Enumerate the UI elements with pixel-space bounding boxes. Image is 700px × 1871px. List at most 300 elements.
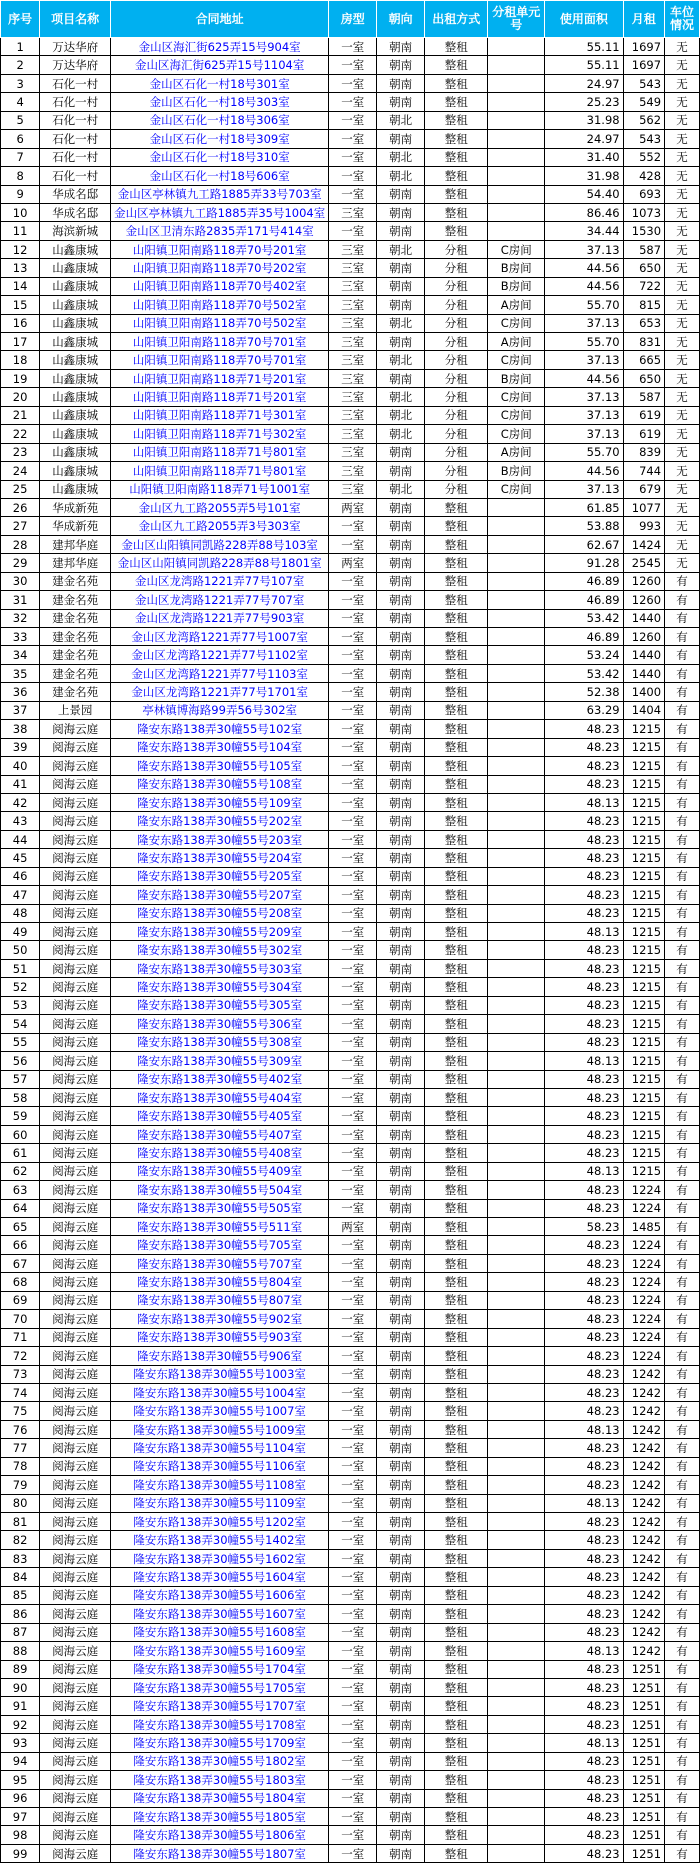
cell-room-type: 一室 xyxy=(329,664,377,682)
cell-address: 金山区卫清东路2835弄171号414室 xyxy=(111,222,329,240)
cell-monthly-rent: 1242 xyxy=(623,1568,664,1586)
table-row xyxy=(1,1586,700,1604)
cell-area: 55.11 xyxy=(545,56,624,74)
cell-address: 隆安东路138弄30幢55号705室 xyxy=(111,1236,329,1254)
cell-parking: 有 xyxy=(665,1844,700,1862)
cell-sublet-unit xyxy=(488,498,545,516)
cell-project: 阅海云庭 xyxy=(40,1457,111,1475)
cell-index: 38 xyxy=(1,720,40,738)
cell-orientation: 朝南 xyxy=(377,904,425,922)
cell-index: 32 xyxy=(1,609,40,627)
cell-room-type: 一室 xyxy=(329,38,377,56)
cell-room-type: 一室 xyxy=(329,1070,377,1088)
cell-room-type: 一室 xyxy=(329,1808,377,1826)
cell-area: 48.13 xyxy=(545,1052,624,1070)
cell-rental-mode: 整租 xyxy=(425,1531,488,1549)
cell-project: 阅海云庭 xyxy=(40,1088,111,1106)
cell-parking: 无 xyxy=(665,480,700,498)
table-row xyxy=(1,1808,700,1826)
cell-room-type: 两室 xyxy=(329,498,377,516)
cell-index: 85 xyxy=(1,1586,40,1604)
cell-monthly-rent: 1224 xyxy=(623,1273,664,1291)
cell-orientation: 朝北 xyxy=(377,111,425,129)
cell-parking: 有 xyxy=(665,1531,700,1549)
cell-orientation: 朝南 xyxy=(377,996,425,1014)
cell-monthly-rent: 1697 xyxy=(623,38,664,56)
cell-parking: 有 xyxy=(665,720,700,738)
table-row xyxy=(1,351,700,369)
cell-room-type: 一室 xyxy=(329,1715,377,1733)
cell-index: 64 xyxy=(1,1199,40,1217)
cell-index: 21 xyxy=(1,406,40,424)
cell-area: 48.23 xyxy=(545,1015,624,1033)
table-row xyxy=(1,701,700,719)
cell-address: 山阳镇卫阳南路118弄70号701室 xyxy=(111,333,329,351)
cell-orientation: 朝南 xyxy=(377,1310,425,1328)
cell-area: 48.23 xyxy=(545,757,624,775)
cell-monthly-rent: 1224 xyxy=(623,1291,664,1309)
table-row xyxy=(1,1107,700,1125)
cell-orientation: 朝南 xyxy=(377,1181,425,1199)
cell-sublet-unit: A房间 xyxy=(488,443,545,461)
cell-address: 隆安东路138弄30幢55号1704室 xyxy=(111,1660,329,1678)
cell-orientation: 朝南 xyxy=(377,1826,425,1844)
cell-room-type: 一室 xyxy=(329,1291,377,1309)
cell-parking: 无 xyxy=(665,240,700,258)
cell-sublet-unit xyxy=(488,1236,545,1254)
cell-rental-mode: 整租 xyxy=(425,1494,488,1512)
cell-rental-mode: 整租 xyxy=(425,1144,488,1162)
cell-rental-mode: 整租 xyxy=(425,1734,488,1752)
cell-orientation: 朝南 xyxy=(377,1162,425,1180)
cell-area: 44.56 xyxy=(545,259,624,277)
cell-sublet-unit xyxy=(488,517,545,535)
cell-parking: 有 xyxy=(665,923,700,941)
table-row xyxy=(1,628,700,646)
cell-index: 4 xyxy=(1,93,40,111)
cell-monthly-rent: 1242 xyxy=(623,1642,664,1660)
cell-monthly-rent: 1242 xyxy=(623,1365,664,1383)
cell-room-type: 三室 xyxy=(329,296,377,314)
cell-project: 山鑫康城 xyxy=(40,240,111,258)
table-row xyxy=(1,591,700,609)
cell-orientation: 朝南 xyxy=(377,1642,425,1660)
cell-monthly-rent: 587 xyxy=(623,388,664,406)
cell-room-type: 一室 xyxy=(329,535,377,553)
cell-orientation: 朝南 xyxy=(377,1476,425,1494)
cell-parking: 无 xyxy=(665,554,700,572)
table-row xyxy=(1,1328,700,1346)
cell-address: 金山区龙湾路1221弄77号1103室 xyxy=(111,664,329,682)
cell-orientation: 朝南 xyxy=(377,443,425,461)
cell-index: 49 xyxy=(1,923,40,941)
cell-sublet-unit xyxy=(488,185,545,203)
cell-address: 隆安东路138弄30幢55号104室 xyxy=(111,738,329,756)
cell-index: 34 xyxy=(1,646,40,664)
cell-orientation: 朝南 xyxy=(377,1623,425,1641)
cell-project: 山鑫康城 xyxy=(40,314,111,332)
cell-parking: 有 xyxy=(665,1273,700,1291)
cell-parking: 有 xyxy=(665,683,700,701)
cell-area: 53.88 xyxy=(545,517,624,535)
table-row xyxy=(1,1605,700,1623)
cell-address: 金山区石化一村18号303室 xyxy=(111,93,329,111)
cell-parking: 有 xyxy=(665,1420,700,1438)
cell-parking: 有 xyxy=(665,867,700,885)
cell-index: 1 xyxy=(1,38,40,56)
cell-project: 阅海云庭 xyxy=(40,1605,111,1623)
table-row xyxy=(1,664,700,682)
cell-rental-mode: 分租 xyxy=(425,406,488,424)
cell-area: 48.23 xyxy=(545,1549,624,1567)
cell-address: 金山区海汇街625弄15号904室 xyxy=(111,38,329,56)
cell-parking: 有 xyxy=(665,757,700,775)
cell-address: 山阳镇卫阳南路118弄71号301室 xyxy=(111,406,329,424)
cell-project: 华成名邸 xyxy=(40,185,111,203)
cell-project: 阅海云庭 xyxy=(40,1328,111,1346)
cell-sublet-unit xyxy=(488,535,545,553)
col-header-parking: 车位情况 xyxy=(665,1,700,38)
cell-parking: 有 xyxy=(665,1494,700,1512)
cell-rental-mode: 整租 xyxy=(425,1697,488,1715)
cell-monthly-rent: 1215 xyxy=(623,941,664,959)
cell-address: 金山区石化一村18号606室 xyxy=(111,167,329,185)
header-row xyxy=(1,1,700,38)
table-row xyxy=(1,849,700,867)
cell-parking: 有 xyxy=(665,701,700,719)
col-header-monthly-rent: 月租 xyxy=(623,1,664,38)
cell-orientation: 朝南 xyxy=(377,1789,425,1807)
cell-rental-mode: 整租 xyxy=(425,1771,488,1789)
cell-monthly-rent: 679 xyxy=(623,480,664,498)
table-row xyxy=(1,1254,700,1272)
cell-address: 金山区海汇街625弄15号1104室 xyxy=(111,56,329,74)
cell-area: 55.11 xyxy=(545,38,624,56)
cell-parking: 有 xyxy=(665,1125,700,1143)
cell-parking: 有 xyxy=(665,1549,700,1567)
cell-monthly-rent: 619 xyxy=(623,425,664,443)
cell-sublet-unit: A房间 xyxy=(488,296,545,314)
cell-orientation: 朝南 xyxy=(377,720,425,738)
cell-project: 万达华府 xyxy=(40,38,111,56)
cell-area: 55.70 xyxy=(545,296,624,314)
cell-index: 17 xyxy=(1,333,40,351)
cell-monthly-rent: 1242 xyxy=(623,1383,664,1401)
cell-rental-mode: 整租 xyxy=(425,1383,488,1401)
cell-address: 隆安东路138弄30幢55号1108室 xyxy=(111,1476,329,1494)
cell-address: 隆安东路138弄30幢55号1607室 xyxy=(111,1605,329,1623)
cell-project: 阅海云庭 xyxy=(40,1697,111,1715)
cell-project: 万达华府 xyxy=(40,56,111,74)
cell-rental-mode: 整租 xyxy=(425,720,488,738)
cell-orientation: 朝南 xyxy=(377,333,425,351)
cell-room-type: 一室 xyxy=(329,1199,377,1217)
cell-sublet-unit xyxy=(488,1365,545,1383)
cell-sublet-unit xyxy=(488,664,545,682)
cell-index: 52 xyxy=(1,978,40,996)
table-row xyxy=(1,462,700,480)
cell-monthly-rent: 1400 xyxy=(623,683,664,701)
cell-monthly-rent: 1251 xyxy=(623,1734,664,1752)
cell-parking: 无 xyxy=(665,203,700,221)
cell-address: 隆安东路138弄30幢55号903室 xyxy=(111,1328,329,1346)
cell-monthly-rent: 1440 xyxy=(623,609,664,627)
table-row xyxy=(1,1218,700,1236)
cell-area: 48.23 xyxy=(545,812,624,830)
cell-sublet-unit xyxy=(488,203,545,221)
cell-project: 阅海云庭 xyxy=(40,1476,111,1494)
cell-rental-mode: 整租 xyxy=(425,738,488,756)
cell-parking: 有 xyxy=(665,1181,700,1199)
cell-sublet-unit xyxy=(488,1789,545,1807)
cell-rental-mode: 整租 xyxy=(425,1715,488,1733)
cell-index: 29 xyxy=(1,554,40,572)
cell-area: 48.23 xyxy=(545,1476,624,1494)
cell-address: 隆安东路138弄30幢55号305室 xyxy=(111,996,329,1014)
cell-rental-mode: 整租 xyxy=(425,1218,488,1236)
cell-index: 65 xyxy=(1,1218,40,1236)
table-row xyxy=(1,1383,700,1401)
cell-area: 31.98 xyxy=(545,111,624,129)
cell-area: 48.23 xyxy=(545,904,624,922)
cell-index: 59 xyxy=(1,1107,40,1125)
cell-sublet-unit xyxy=(488,1107,545,1125)
cell-orientation: 朝南 xyxy=(377,1328,425,1346)
cell-project: 阅海云庭 xyxy=(40,1347,111,1365)
cell-index: 40 xyxy=(1,757,40,775)
cell-rental-mode: 整租 xyxy=(425,148,488,166)
cell-parking: 有 xyxy=(665,1771,700,1789)
table-row xyxy=(1,240,700,258)
cell-project: 山鑫康城 xyxy=(40,443,111,461)
cell-area: 46.89 xyxy=(545,572,624,590)
cell-orientation: 朝南 xyxy=(377,56,425,74)
cell-area: 48.23 xyxy=(545,720,624,738)
cell-orientation: 朝南 xyxy=(377,1439,425,1457)
cell-orientation: 朝南 xyxy=(377,1568,425,1586)
cell-address: 金山区石化一村18号301室 xyxy=(111,74,329,92)
cell-room-type: 一室 xyxy=(329,978,377,996)
cell-room-type: 一室 xyxy=(329,93,377,111)
cell-sublet-unit: A房间 xyxy=(488,333,545,351)
cell-project: 华成新苑 xyxy=(40,498,111,516)
cell-rental-mode: 整租 xyxy=(425,849,488,867)
cell-room-type: 一室 xyxy=(329,646,377,664)
cell-sublet-unit xyxy=(488,867,545,885)
cell-parking: 无 xyxy=(665,443,700,461)
cell-monthly-rent: 1242 xyxy=(623,1439,664,1457)
cell-address: 隆安东路138弄30幢55号303室 xyxy=(111,959,329,977)
cell-rental-mode: 整租 xyxy=(425,867,488,885)
cell-room-type: 一室 xyxy=(329,1383,377,1401)
cell-orientation: 朝南 xyxy=(377,591,425,609)
cell-sublet-unit xyxy=(488,757,545,775)
cell-room-type: 一室 xyxy=(329,1181,377,1199)
cell-orientation: 朝南 xyxy=(377,923,425,941)
cell-rental-mode: 分租 xyxy=(425,240,488,258)
cell-parking: 有 xyxy=(665,1439,700,1457)
cell-orientation: 朝南 xyxy=(377,1070,425,1088)
cell-monthly-rent: 1242 xyxy=(623,1586,664,1604)
cell-address: 隆安东路138弄30幢55号209室 xyxy=(111,923,329,941)
cell-orientation: 朝南 xyxy=(377,498,425,516)
cell-orientation: 朝南 xyxy=(377,572,425,590)
cell-rental-mode: 整租 xyxy=(425,1254,488,1272)
table-row xyxy=(1,1015,700,1033)
cell-rental-mode: 整租 xyxy=(425,683,488,701)
cell-sublet-unit xyxy=(488,167,545,185)
cell-project: 阅海云庭 xyxy=(40,1844,111,1862)
cell-monthly-rent: 665 xyxy=(623,351,664,369)
cell-address: 隆安东路138弄30幢55号1707室 xyxy=(111,1697,329,1715)
col-header-sublet-unit: 分租单元号 xyxy=(488,1,545,38)
table-row xyxy=(1,388,700,406)
cell-index: 12 xyxy=(1,240,40,258)
cell-sublet-unit: C房间 xyxy=(488,425,545,443)
cell-room-type: 一室 xyxy=(329,738,377,756)
cell-address: 金山区龙湾路1221弄77号1102室 xyxy=(111,646,329,664)
cell-sublet-unit xyxy=(488,1254,545,1272)
cell-monthly-rent: 1404 xyxy=(623,701,664,719)
cell-room-type: 一室 xyxy=(329,1328,377,1346)
cell-rental-mode: 分租 xyxy=(425,314,488,332)
cell-monthly-rent: 1215 xyxy=(623,978,664,996)
cell-rental-mode: 整租 xyxy=(425,886,488,904)
cell-monthly-rent: 1224 xyxy=(623,1181,664,1199)
cell-index: 94 xyxy=(1,1752,40,1770)
cell-address: 金山区龙湾路1221弄77号903室 xyxy=(111,609,329,627)
cell-rental-mode: 分租 xyxy=(425,277,488,295)
cell-project: 阅海云庭 xyxy=(40,1070,111,1088)
cell-index: 15 xyxy=(1,296,40,314)
cell-orientation: 朝南 xyxy=(377,554,425,572)
cell-rental-mode: 整租 xyxy=(425,904,488,922)
cell-room-type: 一室 xyxy=(329,683,377,701)
cell-monthly-rent: 693 xyxy=(623,185,664,203)
cell-room-type: 三室 xyxy=(329,388,377,406)
cell-project: 阅海云庭 xyxy=(40,886,111,904)
cell-rental-mode: 整租 xyxy=(425,1347,488,1365)
cell-monthly-rent: 1215 xyxy=(623,923,664,941)
table-row xyxy=(1,812,700,830)
cell-monthly-rent: 1697 xyxy=(623,56,664,74)
cell-orientation: 朝北 xyxy=(377,240,425,258)
cell-orientation: 朝南 xyxy=(377,38,425,56)
cell-parking: 有 xyxy=(665,1752,700,1770)
cell-index: 8 xyxy=(1,167,40,185)
cell-parking: 无 xyxy=(665,388,700,406)
cell-room-type: 一室 xyxy=(329,1623,377,1641)
cell-project: 山鑫康城 xyxy=(40,462,111,480)
cell-project: 建金名苑 xyxy=(40,572,111,590)
cell-project: 建金名苑 xyxy=(40,628,111,646)
cell-orientation: 朝南 xyxy=(377,1808,425,1826)
cell-orientation: 朝南 xyxy=(377,517,425,535)
cell-room-type: 一室 xyxy=(329,1771,377,1789)
table-row xyxy=(1,1513,700,1531)
cell-address: 金山区山阳镇同凯路228弄88号1801室 xyxy=(111,554,329,572)
cell-room-type: 一室 xyxy=(329,111,377,129)
cell-address: 山阳镇卫阳南路118弄71号801室 xyxy=(111,462,329,480)
table-row xyxy=(1,1033,700,1051)
cell-orientation: 朝北 xyxy=(377,148,425,166)
cell-address: 金山区石化一村18号310室 xyxy=(111,148,329,166)
cell-area: 48.23 xyxy=(545,1439,624,1457)
cell-index: 23 xyxy=(1,443,40,461)
cell-room-type: 一室 xyxy=(329,1107,377,1125)
cell-room-type: 一室 xyxy=(329,1568,377,1586)
cell-monthly-rent: 1215 xyxy=(623,1107,664,1125)
cell-parking: 无 xyxy=(665,130,700,148)
cell-area: 46.89 xyxy=(545,628,624,646)
cell-sublet-unit xyxy=(488,1457,545,1475)
cell-address: 山阳镇卫阳南路118弄71号302室 xyxy=(111,425,329,443)
cell-rental-mode: 分租 xyxy=(425,462,488,480)
cell-rental-mode: 整租 xyxy=(425,1402,488,1420)
table-row xyxy=(1,38,700,56)
cell-orientation: 朝南 xyxy=(377,462,425,480)
table-row xyxy=(1,1199,700,1217)
cell-address: 隆安东路138弄30幢55号202室 xyxy=(111,812,329,830)
cell-rental-mode: 整租 xyxy=(425,1623,488,1641)
cell-address: 隆安东路138弄30幢55号309室 xyxy=(111,1052,329,1070)
cell-address: 金山区石化一村18号309室 xyxy=(111,130,329,148)
cell-index: 69 xyxy=(1,1291,40,1309)
cell-project: 石化一村 xyxy=(40,74,111,92)
cell-orientation: 朝南 xyxy=(377,1218,425,1236)
cell-rental-mode: 整租 xyxy=(425,93,488,111)
cell-parking: 有 xyxy=(665,738,700,756)
cell-sublet-unit xyxy=(488,812,545,830)
cell-address: 隆安东路138弄30幢55号1805室 xyxy=(111,1808,329,1826)
cell-orientation: 朝北 xyxy=(377,388,425,406)
cell-area: 44.56 xyxy=(545,369,624,387)
cell-sublet-unit: C房间 xyxy=(488,388,545,406)
table-row xyxy=(1,1494,700,1512)
cell-area: 48.23 xyxy=(545,1586,624,1604)
cell-parking: 有 xyxy=(665,572,700,590)
cell-parking: 有 xyxy=(665,1605,700,1623)
cell-area: 48.23 xyxy=(545,1291,624,1309)
cell-address: 隆安东路138弄30幢55号208室 xyxy=(111,904,329,922)
cell-room-type: 一室 xyxy=(329,148,377,166)
cell-orientation: 朝南 xyxy=(377,738,425,756)
cell-sublet-unit: C房间 xyxy=(488,240,545,258)
table-row xyxy=(1,1439,700,1457)
cell-project: 山鑫康城 xyxy=(40,296,111,314)
cell-orientation: 朝南 xyxy=(377,1088,425,1106)
cell-address: 隆安东路138弄30幢55号807室 xyxy=(111,1291,329,1309)
cell-area: 48.23 xyxy=(545,1623,624,1641)
cell-orientation: 朝北 xyxy=(377,480,425,498)
cell-address: 隆安东路138弄30幢55号308室 xyxy=(111,1033,329,1051)
cell-address: 亭林镇博海路99弄56号302室 xyxy=(111,701,329,719)
cell-area: 48.23 xyxy=(545,830,624,848)
table-row xyxy=(1,683,700,701)
cell-sublet-unit xyxy=(488,720,545,738)
cell-orientation: 朝南 xyxy=(377,683,425,701)
cell-sublet-unit xyxy=(488,1070,545,1088)
cell-sublet-unit xyxy=(488,1494,545,1512)
cell-monthly-rent: 1215 xyxy=(623,793,664,811)
table-row xyxy=(1,1715,700,1733)
col-header-orientation: 朝向 xyxy=(377,1,425,38)
cell-address: 隆安东路138弄30幢55号302室 xyxy=(111,941,329,959)
cell-room-type: 一室 xyxy=(329,517,377,535)
table-row xyxy=(1,277,700,295)
cell-project: 山鑫康城 xyxy=(40,259,111,277)
cell-area: 48.23 xyxy=(545,1771,624,1789)
